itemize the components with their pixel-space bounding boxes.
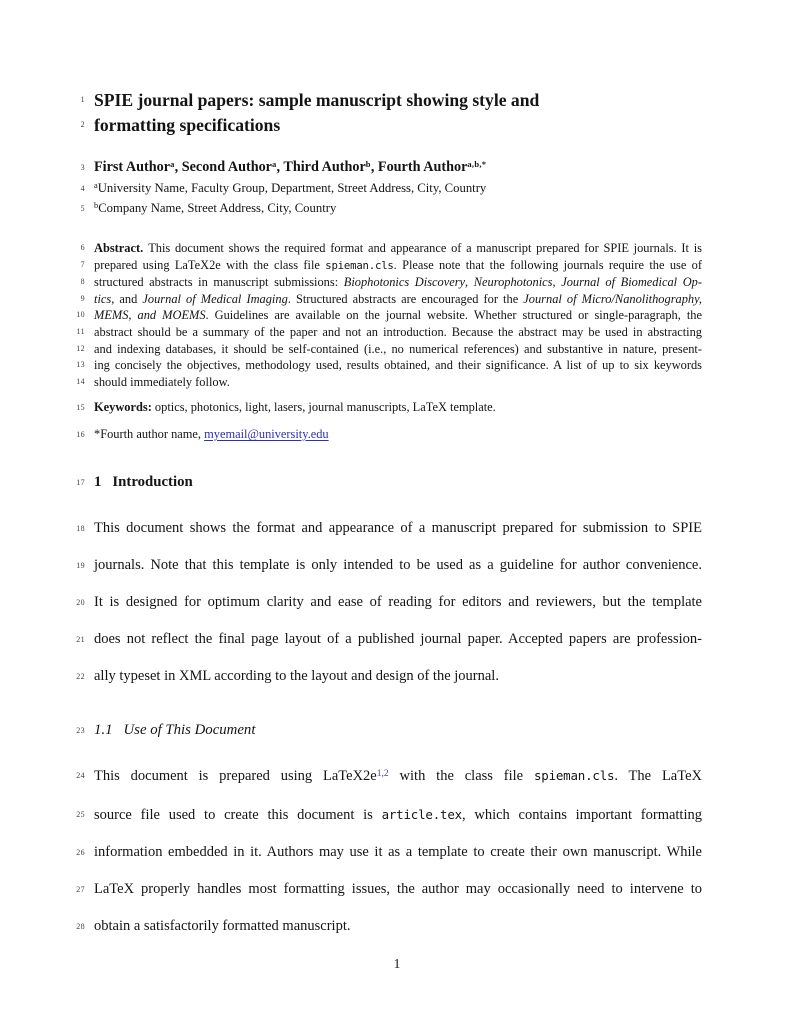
text-segment: Journal of Medical Imaging [142,291,288,306]
text-segment: obtain a satisfactorily formatted manuscript. [94,918,351,934]
line-text [94,796,702,834]
text-segment: Use of This Document [123,722,256,738]
line-text [94,584,702,621]
text-segment: Abstract. [94,241,144,255]
line-text [94,257,702,275]
text-segment: Second Author [181,159,272,175]
text-segment: , [174,159,182,175]
line-number: 19 [76,561,85,570]
text-segment: structured abstracts in manuscript submissions: [94,275,344,290]
block-abstract [76,240,703,390]
block-keywords [76,399,702,416]
text-segment: First Author [94,159,171,175]
text-segment: prepared using LaTeX2e with the class file [94,257,326,272]
line-text [94,324,702,341]
text-segment: . Please note that the following journals require the use of [393,257,702,272]
text-segment: a [94,180,98,190]
text-segment: 1,2 [376,767,389,779]
text-segment: SPIE journal papers: sample manuscript showing style and [94,90,540,110]
line-number: 26 [76,848,85,857]
line-number: 6 [80,243,85,252]
line-text [94,307,702,324]
manuscript-line [76,871,702,908]
block-sec1 [76,472,702,493]
text-segment: 1 [94,474,102,490]
text-segment: , [370,159,378,175]
line-text [94,547,702,584]
line-number: 25 [76,810,85,819]
text-segment: *Fourth author name, [94,427,205,441]
text-segment: journals. Note that this template is only intended to be used as a guideline for author convenience. [94,557,702,573]
text-segment: It is designed for optimum clarity and ease of reading for editors and reviewers, but the template [94,594,702,610]
text-segment: spieman.cls [533,768,615,783]
manuscript-line [76,472,702,493]
text-segment: ally typeset in XML according to the layout and design of the journal. [94,668,499,684]
manuscript-line [76,341,702,358]
text-segment: and indexing databases, it should be self-contained (i.e., no numerical references) and substantive in nature, present- [94,341,702,356]
manuscript-line [80,274,702,291]
manuscript-line [76,426,702,443]
manuscript-line [76,834,702,871]
text-segment: University Name, Faculty Group, Department, Street Address, City, Country [97,180,487,195]
block-subsec [76,720,702,741]
line-number: 8 [80,277,85,287]
block-authors [80,158,702,220]
text-segment: Introduction [112,474,193,490]
manuscript-line [76,510,702,547]
text-segment: information embedded in it. Authors may use it as a template to create their own manuscript. While [94,844,702,860]
manuscript-line [76,324,702,341]
line-text [94,179,702,200]
line-number: 20 [76,598,85,607]
text-segment: a,b,* [467,159,487,170]
text-segment: optics, photonics, light, lasers, journal manuscripts, LaTeX template. [151,400,496,414]
text-segment: a [271,159,277,170]
manuscript-line [80,240,702,257]
line-text [94,274,702,291]
line-number: 14 [76,376,85,386]
text-segment: Neurophotonics [473,275,553,290]
line-number: 1 [80,95,85,104]
manuscript-line [76,547,702,584]
line-number: 18 [76,524,85,533]
manuscript-line [80,199,702,220]
text-segment: , [465,275,474,290]
text-segment: LaTeX properly handles most formatting issues, the author may occasionally need to intervene to [94,881,702,897]
text-segment: ing concisely the objectives, methodology used, results obtained, and their significance. A list of up to six keywords [94,358,702,373]
manuscript-line [80,88,702,113]
line-number: 7 [80,259,85,269]
text-segment: should immediately follow. [94,374,230,389]
text-segment: . Guidelines are available on the journal website. Whether structured or single-paragraph, the [205,308,702,323]
text-segment: Journal of Micro/Nanolithography, [523,291,703,306]
line-number: 2 [80,119,85,129]
manuscript-line [76,720,702,741]
text-segment: Biophotonics Discovery [343,275,466,290]
text-segment: 1.1 [94,722,113,738]
block-para1 [76,510,702,695]
text-segment: , [276,159,284,175]
manuscript-line [76,658,702,695]
email-link[interactable]: myemail@university.edu [204,427,329,441]
text-segment: b [365,159,371,170]
line-number: 17 [76,478,85,487]
line-text [94,357,702,374]
line-text [94,757,702,796]
text-segment: abstract should be a summary of the paper and not an introduction. Because the abstract may be used in abstracting [94,324,702,339]
line-number: 10 [76,310,85,320]
line-text [94,658,702,695]
manuscript-line [76,399,702,416]
line-number: 3 [80,163,85,172]
manuscript-line [80,291,703,308]
line-text [94,88,702,113]
manuscript-line [80,113,702,138]
text-segment: This document shows the required format and appearance of a manuscript prepared for SPIE journals. It is [148,241,702,255]
text-segment: b [94,201,99,211]
text-segment: . Structured abstracts are encouraged for the [287,291,524,306]
text-segment: Keywords: [94,400,152,414]
line-number: 24 [76,771,85,780]
manuscript-line [80,179,702,200]
line-number: 4 [80,183,85,193]
line-text [94,510,702,547]
line-number: 12 [76,343,85,353]
line-number: 23 [76,726,85,735]
line-number: 9 [80,293,85,303]
block-title [80,88,702,138]
line-number: 13 [76,360,85,370]
text-segment: Fourth Author [377,159,468,175]
line-text [94,374,702,391]
line-text [94,908,702,945]
text-segment: Journal of Biomedical Op- [561,275,702,290]
manuscript-line [76,908,702,945]
line-number: 28 [76,922,85,931]
line-text [94,399,702,416]
line-text [94,621,702,658]
line-text [94,291,702,308]
manuscript-line [80,158,702,179]
line-text [94,871,702,908]
text-segment: a [170,159,175,170]
line-number: 27 [76,885,85,894]
manuscript-line [76,584,702,621]
text-segment: , which contains important formatting [461,807,702,823]
manuscript-line [80,257,702,275]
block-authnote [76,426,702,443]
text-segment: article.tex [381,807,462,822]
line-text [94,472,702,493]
line-number: 15 [76,403,85,412]
text-segment: MEMS, and MOEMS [94,308,206,323]
line-number: 21 [76,635,85,644]
text-segment: , [552,275,562,290]
text-segment: This document shows the format and appearance of a manuscript prepared for submission to SPIE [94,520,702,536]
line-number: 16 [76,430,85,439]
page-number: 1 [393,956,401,971]
text-segment: Third Author [283,159,366,175]
text-segment: does not reflect the final page layout of a published journal paper. Accepted papers are profession- [94,631,702,647]
line-text [94,341,702,358]
line-number: 11 [76,326,85,336]
text-segment: , and [111,291,143,306]
line-text [94,113,702,138]
line-number: 22 [76,672,85,681]
manuscript-line [76,796,702,834]
block-para2 [76,757,702,945]
text-segment: tics [94,291,112,306]
manuscript-line [76,621,702,658]
line-text [94,240,702,257]
line-text [94,199,702,220]
line-text [94,426,702,443]
text-segment: formatting specifications [94,114,281,135]
text-segment: spieman.cls [325,258,394,272]
manuscript-line [76,757,702,796]
line-text [94,720,702,741]
manuscript-line [76,374,702,391]
text-segment: with the class file [388,768,534,784]
text-segment: . The LaTeX [614,768,702,784]
line-text [94,834,702,871]
manuscript-line [76,357,702,374]
text-segment: source file used to create this document is [94,807,382,823]
manuscript-line [76,307,702,324]
text-segment: Company Name, Street Address, City, Country [98,201,337,215]
line-number: 5 [80,204,85,213]
text-segment: This document is prepared using LaTeX2e [94,768,377,784]
line-text [94,158,702,179]
